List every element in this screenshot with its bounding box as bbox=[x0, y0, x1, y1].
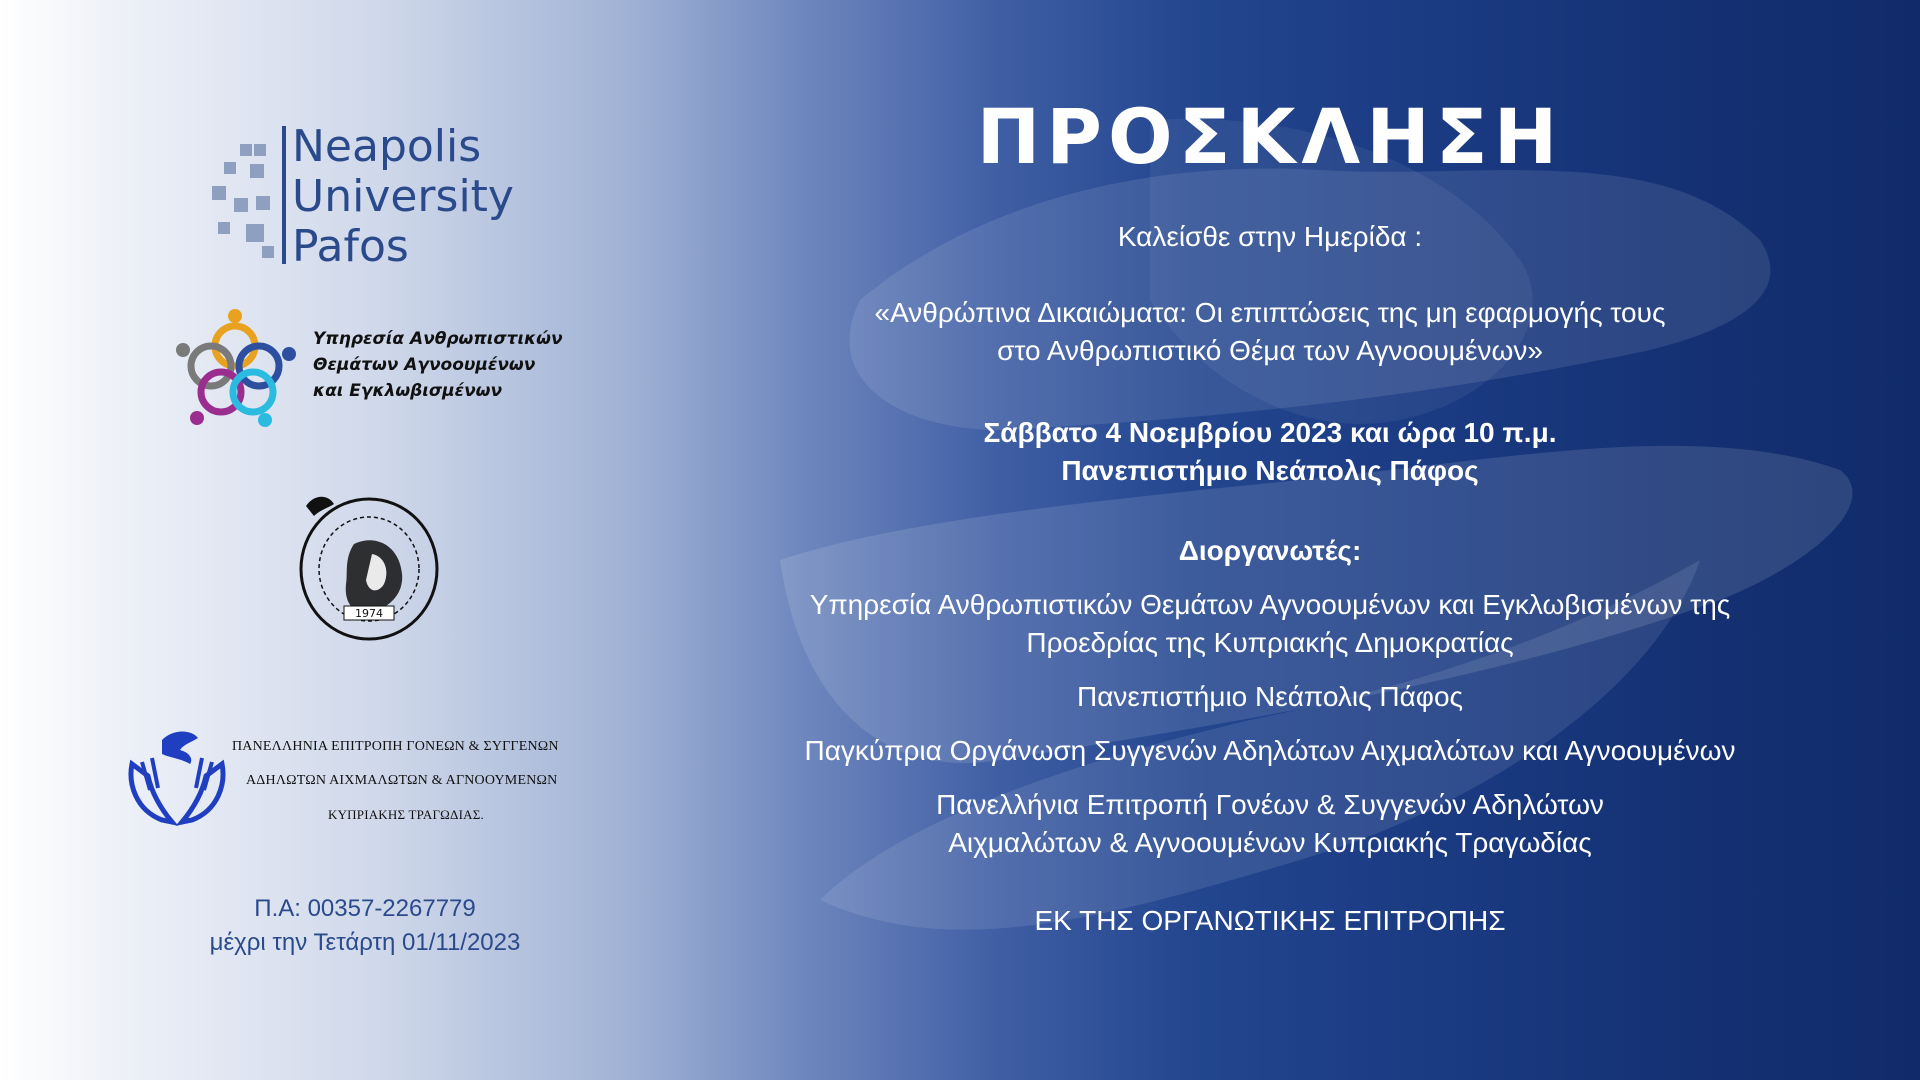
pancyprian-organization-seal bbox=[284, 484, 454, 644]
service-line-3: και Εγκλωβισμένων bbox=[313, 381, 503, 401]
committee-line-1: ΠΑΝΕΛΛΗΝΙΑ ΕΠΙΤΡΟΠΗ ΓΟΝΕΩΝ & ΣΥΓΓΕΝΩΝ bbox=[232, 739, 559, 754]
panhellenic-committee-logo bbox=[122, 718, 642, 838]
topic-line-1: «Ανθρώπινα Δικαιώματα: Οι επιπτώσεις της μη εφαρμογής τους bbox=[874, 297, 1666, 328]
organizer-1-line-1: Υπηρεσία Ανθρωπιστικών Θεμάτων Αγνοουμένων και Εγκλωβισμένων της bbox=[809, 589, 1731, 620]
organizer-4-line-1: Πανελλήνια Επιτροπή Γονέων & Συγγενών Αδηλώτων bbox=[936, 789, 1604, 820]
pixel-squares-icon bbox=[212, 142, 282, 262]
logo-divider bbox=[282, 126, 286, 264]
humanitarian-service-logo bbox=[175, 308, 575, 428]
organizer-1-line-2: Προεδρίας της Κυπριακής Δημοκρατίας bbox=[1026, 627, 1514, 658]
committee-line-3: ΚΥΠΡΙΑΚΗΣ ΤΡΑΓΩΔΙΑΣ. bbox=[328, 807, 484, 822]
neapolis-logo-text bbox=[292, 122, 514, 272]
organizer-4 bbox=[760, 786, 1780, 862]
invitation-title: ΠΡΟΣΚΛΗΣΗ bbox=[976, 92, 1564, 181]
invitation-content bbox=[760, 0, 1780, 1080]
organizer-2-line-1: Πανεπιστήμιο Νεάπολις Πάφος bbox=[1076, 681, 1464, 712]
invite-line: Καλείσθε στην Ημερίδα : bbox=[1117, 221, 1423, 252]
organizer-3-line-1: Παγκύπρια Οργάνωση Συγγενών Αδηλώτων Αιχμαλώτων και Αγνοουμένων bbox=[804, 735, 1736, 766]
neapolis-university-logo bbox=[212, 122, 532, 272]
left-column bbox=[0, 0, 760, 1080]
seal-year: 1974 bbox=[355, 607, 383, 620]
organizers-heading: Διοργανωτές: bbox=[1178, 535, 1362, 566]
signoff: ΕΚ ΤΗΣ ΟΡΓΑΝΩΤΙΚΗΣ ΕΠΙΤΡΟΠΗΣ bbox=[1034, 905, 1506, 936]
organizer-1 bbox=[760, 586, 1780, 662]
event-date: Σάββατο 4 Νοεμβρίου 2023 και ώρα 10 π.μ. bbox=[983, 417, 1557, 448]
contact-info bbox=[150, 892, 580, 960]
logo-line-2: University bbox=[292, 171, 514, 222]
event-details bbox=[760, 414, 1780, 490]
logo-line-1: Neapolis bbox=[292, 121, 482, 172]
linked-people-icon bbox=[175, 308, 300, 428]
organizer-3 bbox=[760, 732, 1780, 770]
hands-dove-icon bbox=[122, 724, 232, 834]
service-line-2: Θεμάτων Αγνοουμένων bbox=[313, 355, 536, 375]
event-venue: Πανεπιστήμιο Νεάπολις Πάφος bbox=[1061, 455, 1479, 486]
topic-line-2: στο Ανθρωπιστικό Θέμα των Αγνοουμένων» bbox=[997, 335, 1543, 366]
committee-line-2: ΑΔΗΛΩΤΩΝ ΑΙΧΜΑΛΩΤΩΝ & ΑΓΝΟΟΥΜΕΝΩΝ bbox=[246, 773, 558, 788]
logo-line-3: Pafos bbox=[292, 221, 409, 272]
service-line-1: Υπηρεσία Ανθρωπιστικών bbox=[313, 329, 563, 349]
rsvp-phone: Π.Α: 00357-2267779 bbox=[254, 895, 476, 922]
organizer-2 bbox=[760, 678, 1780, 716]
organizer-4-line-2: Αιχμαλώτων & Αγνοουμένων Κυπριακής Τραγωδίας bbox=[948, 827, 1592, 858]
rsvp-deadline: μέχρι την Τετάρτη 01/11/2023 bbox=[209, 929, 521, 956]
service-logo-text bbox=[313, 326, 563, 404]
event-topic bbox=[760, 294, 1780, 370]
committee-logo-text bbox=[232, 730, 559, 832]
